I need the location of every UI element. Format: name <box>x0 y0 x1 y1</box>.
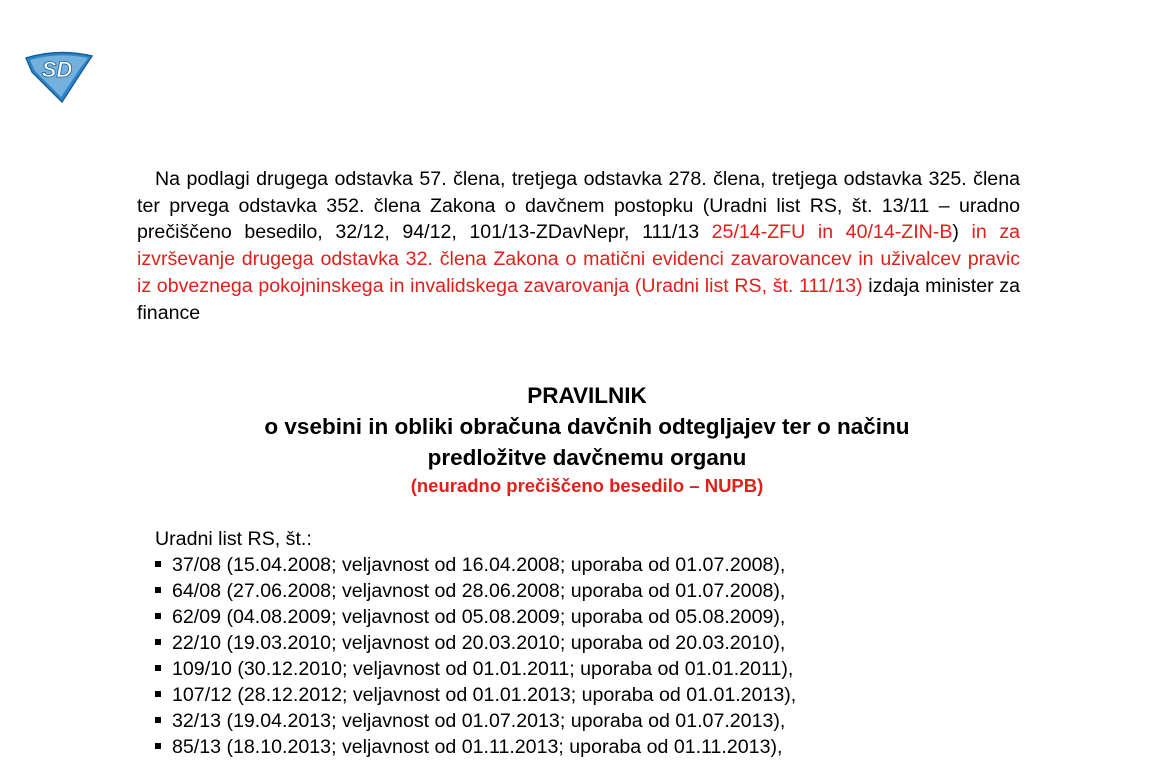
document-title-block <box>137 380 1037 499</box>
bullet-icon <box>155 639 161 645</box>
gazette-heading: Uradni list RS, št.: <box>155 528 312 550</box>
bullet-icon <box>155 587 161 593</box>
intro-amendment-refs: 25/14-ZFU in 40/14-ZIN-B <box>711 221 953 244</box>
intro-amendment-clause: in za izvrševanje drugega odstavka 32. člena Zakona o matični evidenci zavarovancev in uživalcev pravic iz obveznega pokojninskega in invalidskega zavarovanja (Uradni list RS, št. 111/13) <box>137 221 1021 297</box>
list-item: 85/13 (18.10.2013; veljavnost od 01.11.2013; uporaba od 01.11.2013), <box>155 734 1115 760</box>
bullet-icon <box>155 665 161 671</box>
list-item: 37/08 (15.04.2008; veljavnost od 16.04.2008; uporaba od 01.07.2008), <box>155 552 1115 578</box>
intro-paragraph <box>137 166 1020 326</box>
intro-text-3: izdaja minister za finance <box>137 274 1020 324</box>
list-item: 32/13 (19.04.2013; veljavnost od 01.07.2013; uporaba od 01.07.2013), <box>155 708 1115 734</box>
list-item: 107/12 (28.12.2012; veljavnost od 01.01.2013; uporaba od 01.01.2013), <box>155 682 1115 708</box>
list-item: 64/08 (27.06.2008; veljavnost od 28.06.2008; uporaba od 01.07.2008), <box>155 578 1115 604</box>
bullet-icon <box>155 717 161 723</box>
document-subtitle-line-1: o vsebini in obliki obračuna davčnih odtegljajev ter o načinu <box>264 414 910 439</box>
sd-shield-logo-icon <box>20 46 96 104</box>
logo-text: SD <box>41 57 73 82</box>
document-title: PRAVILNIK <box>527 383 647 408</box>
intro-text-1: Na podlagi drugega odstavka 57. člena, tretjega odstavka 278. člena, tretjega odstavka 325. člena ter prvega odstavka 352. člena Zakona o davčnem postopku (Uradni list RS, št. 13/11 – uradno prečiščeno besedilo, 32/12, 94/12, 101/13-ZDavNepr, 111/13 <box>137 168 1020 244</box>
intro-text-2: ) <box>952 221 972 244</box>
bullet-icon <box>155 691 161 697</box>
bullet-icon <box>155 613 161 619</box>
document-subtitle-line-2: predložitve davčnemu organu <box>427 445 747 470</box>
unofficial-consolidated-note: (neuradno prečiščeno besedilo – NUPB) <box>410 475 764 496</box>
list-item: 109/10 (30.12.2010; veljavnost od 01.01.2011; uporaba od 01.01.2011), <box>155 656 1115 682</box>
list-item: 22/10 (19.03.2010; veljavnost od 20.03.2010; uporaba od 20.03.2010), <box>155 630 1115 656</box>
list-item: 62/09 (04.08.2009; veljavnost od 05.08.2009; uporaba od 05.08.2009), <box>155 604 1115 630</box>
bullet-icon <box>155 561 161 567</box>
gazette-list <box>155 552 1115 760</box>
gazette-references <box>155 526 1115 760</box>
bullet-icon <box>155 743 161 749</box>
